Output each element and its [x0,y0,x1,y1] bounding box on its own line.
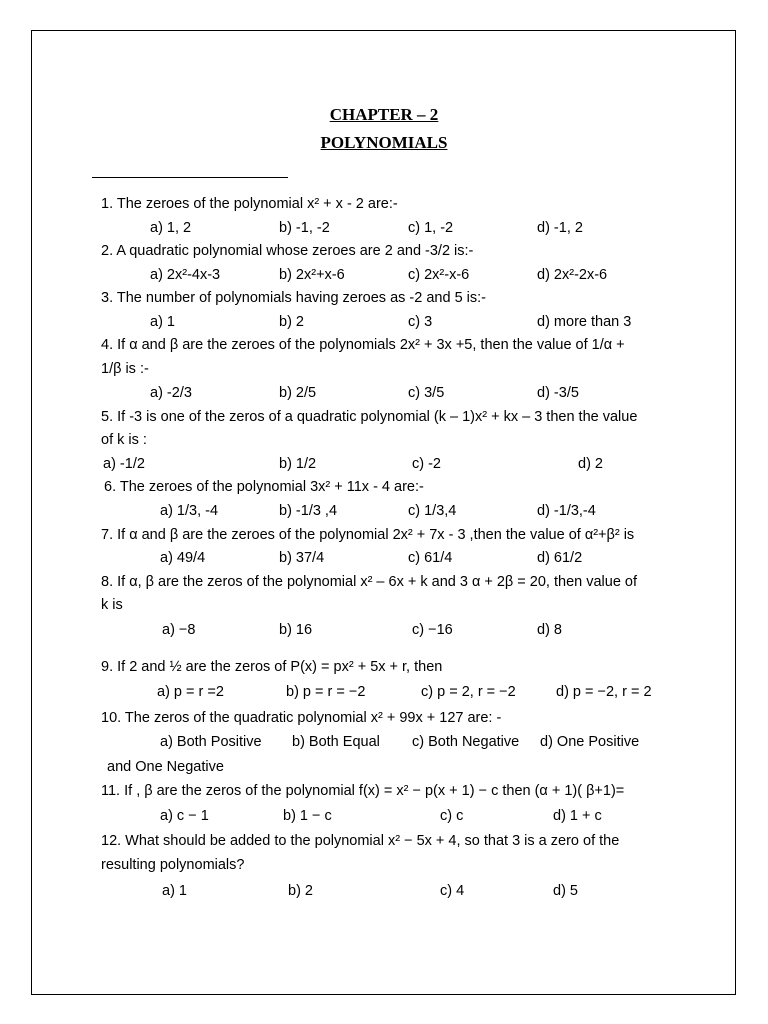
question-2-option-c: c) 2x²-x-6 [408,267,470,283]
question-1-option-c: c) 1, -2 [408,220,454,236]
question-2-option-d: d) 2x²-2x-6 [537,267,608,283]
question-2-text: 2. A quadratic polynomial whose zeroes are 2 and -3/2 is:- [101,243,474,259]
question-7-option-a: a) 49/4 [160,550,206,566]
question-4-text: 4. If α and β are the zeroes of the polynomials 2x² + 3x +5, then the value of 1/α + [101,337,625,353]
question-7-text: 7. If α and β are the zeroes of the polynomial 2x² + 7x - 3 ,then the value of α²+β² is [101,527,635,543]
chapter-heading: CHAPTER – 2 [329,105,439,124]
question-8-option-d: d) 8 [537,622,562,638]
question-4-text-continued: 1/β is :- [101,361,149,377]
question-4-option-d: d) -3/5 [537,385,579,401]
question-5-option-d: d) 2 [578,456,603,472]
question-7-option-d: d) 61/2 [537,550,583,566]
question-3-option-a: a) 1 [150,314,175,330]
question-10-text: 10. The zeros of the quadratic polynomial x² + 99x + 127 are: - [101,710,502,726]
question-1-option-d: d) -1, 2 [537,220,583,236]
question-12-option-b: b) 2 [288,883,313,899]
question-7-option-c: c) 61/4 [408,550,453,566]
question-3-option-c: c) 3 [408,314,433,330]
question-6-option-b: b) -1/3 ,4 [279,503,338,519]
question-12-option-c: c) 4 [440,883,465,899]
question-7-option-b: b) 37/4 [279,550,325,566]
question-9-option-c: c) p = 2, r = −2 [421,684,516,700]
question-1-text: 1. The zeroes of the polynomial x² + x - 2 are:- [101,196,398,212]
question-4-option-c: c) 3/5 [408,385,445,401]
question-10-option-d: d) One Positive [540,734,640,750]
question-12-text: 12. What should be added to the polynomial x² − 5x + 4, so that 3 is a zero of the [101,833,620,849]
question-8-option-c: c) −16 [412,622,453,638]
question-12-text-continued: resulting polynomials? [101,857,245,873]
question-1-option-b: b) -1, -2 [279,220,330,236]
question-5-option-a: a) -1/2 [103,456,145,472]
question-2-option-a: a) 2x²-4x-3 [150,267,221,283]
question-9-option-d: d) p = −2, r = 2 [556,684,652,700]
question-5-text-continued: of k is : [101,432,147,448]
question-5-option-b: b) 1/2 [279,456,317,472]
page-border [31,30,736,995]
question-11-option-c: c) c [440,808,464,824]
question-5-text: 5. If -3 is one of the zeros of a quadratic polynomial (k – 1)x² + kx – 3 then the value [101,409,638,425]
question-10-option-d-continued: and One Negative [107,759,224,775]
question-11-option-a: a) c − 1 [160,808,209,824]
question-11-text: 11. If , β are the zeros of the polynomial f(x) = x² − p(x + 1) − c then (α + 1)( β+1)= [101,783,625,799]
question-11-option-d: d) 1 + c [553,808,602,824]
question-2-option-b: b) 2x²+x-6 [279,267,345,283]
question-9-option-a: a) p = r =2 [157,684,224,700]
question-8-text-continued: k is [101,597,123,613]
question-3-text: 3. The number of polynomials having zeroes as -2 and 5 is:- [101,290,486,306]
question-3-option-b: b) 2 [279,314,304,330]
question-12-option-d: d) 5 [553,883,578,899]
question-11-option-b: b) 1 − c [283,808,332,824]
question-10-option-a: a) Both Positive [160,734,262,750]
question-4-option-b: b) 2/5 [279,385,317,401]
question-8-text: 8. If α, β are the zeros of the polynomial x² – 6x + k and 3 α + 2β = 20, then value of [101,574,638,590]
question-4-option-a: a) -2/3 [150,385,192,401]
question-9-option-b: b) p = r = −2 [286,684,366,700]
question-6-option-d: d) -1/3,-4 [537,503,596,519]
topic-heading: POLYNOMIALS [320,133,448,152]
question-6-option-a: a) 1/3, -4 [160,503,219,519]
question-6-text: 6. The zeroes of the polynomial 3x² + 11x - 4 are:- [104,479,424,495]
question-10-option-b: b) Both Equal [292,734,380,750]
question-12-option-a: a) 1 [162,883,187,899]
question-10-option-c: c) Both Negative [412,734,520,750]
question-8-option-b: b) 16 [279,622,313,638]
question-9-text: 9. If 2 and ½ are the zeros of P(x) = px² + 5x + r, then [101,659,443,675]
heading-divider [92,177,288,178]
question-6-option-c: c) 1/3,4 [408,503,457,519]
question-8-option-a: a) −8 [162,622,196,638]
question-1-option-a: a) 1, 2 [150,220,192,236]
question-3-option-d: d) more than 3 [537,314,632,330]
question-5-option-c: c) -2 [412,456,441,472]
